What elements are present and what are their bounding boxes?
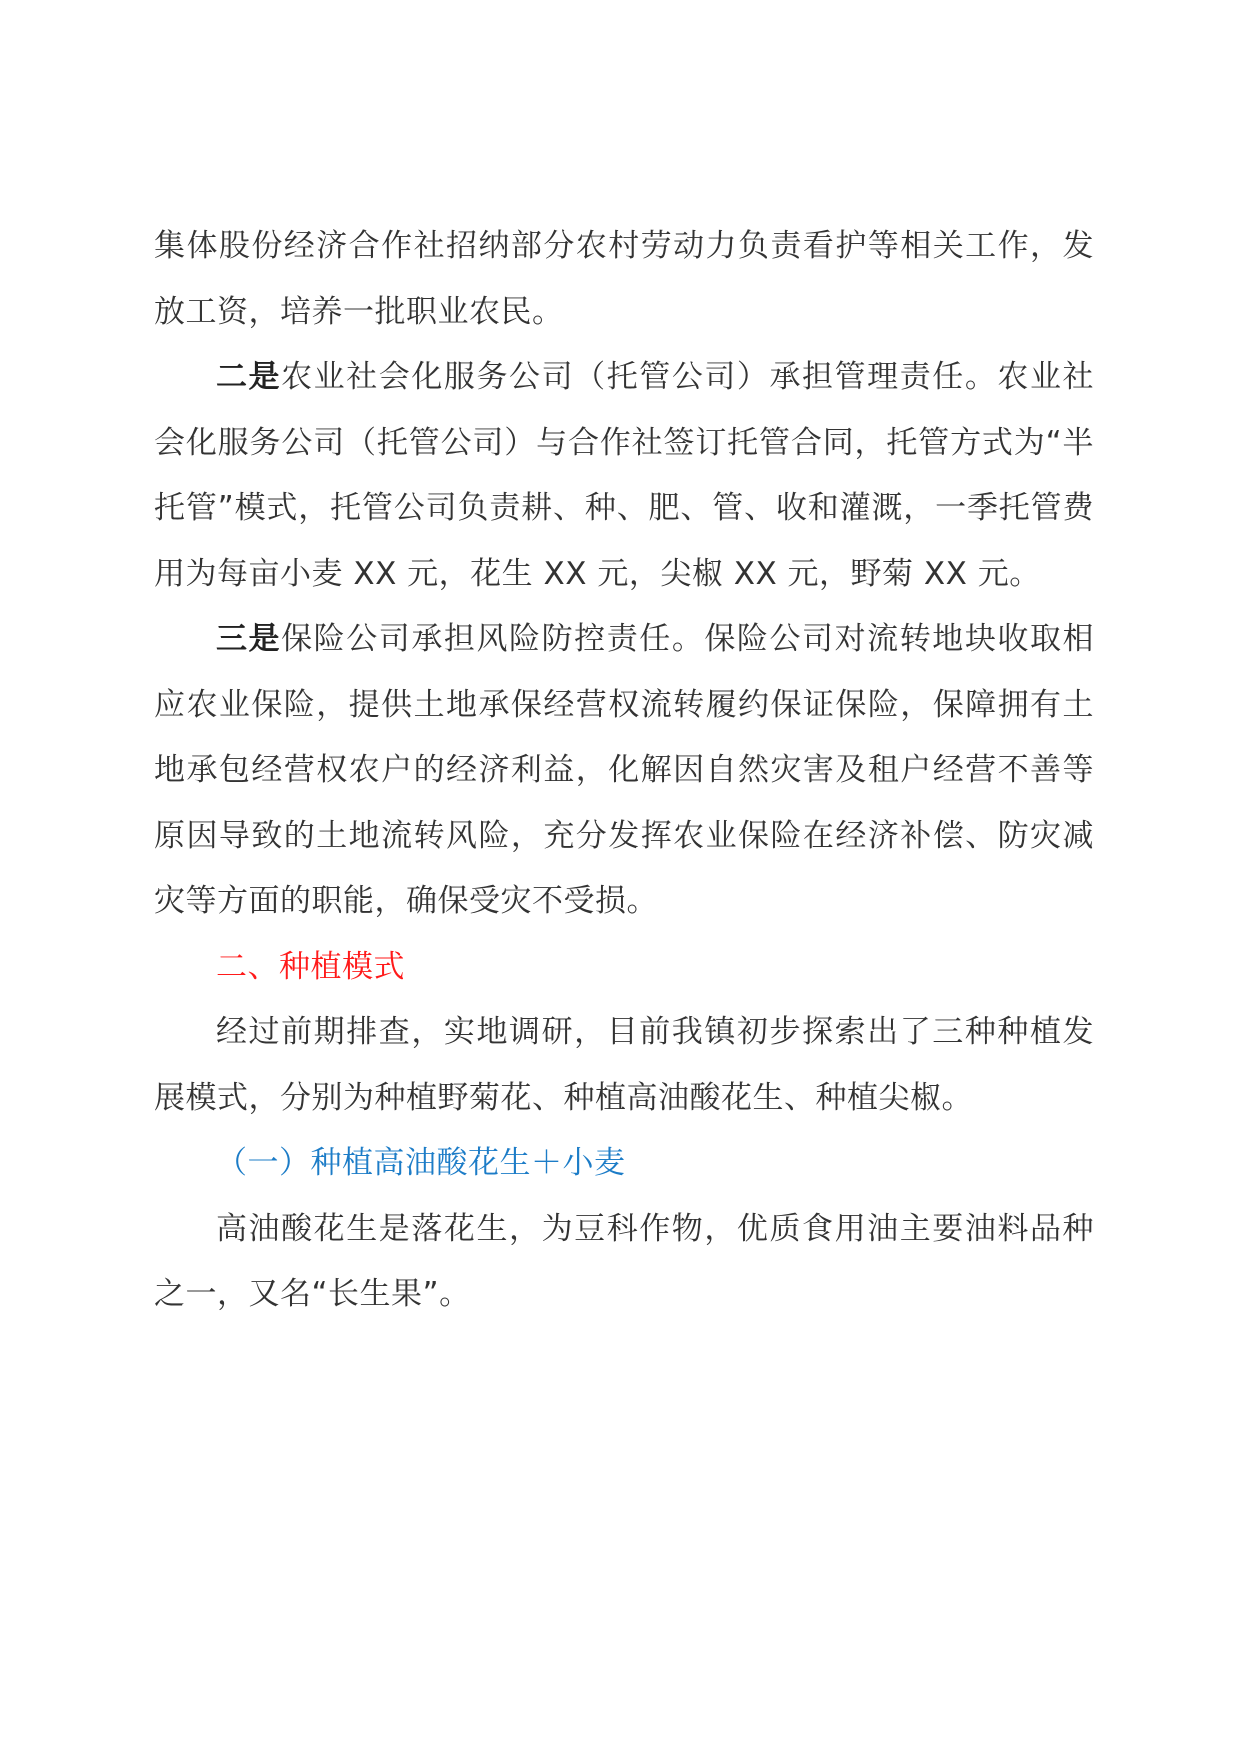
paragraph-risk-responsibility: [154, 607, 1094, 935]
paragraph-continuation: 集体股份经济合作社招纳部分农村劳动力负责看护等相关工作，发放工资，培养一批职业农民。: [154, 228, 1094, 330]
paragraph-lead-third: 三是: [216, 621, 282, 657]
subsection-heading-peanut-wheat: （一）种植高油酸花生＋小麦: [216, 1145, 626, 1181]
paragraph-text-third: 保险公司承担风险防控责任。保险公司对流转地块收取相应农业保险，提供土地承保经营权流转履约保证保险，保障拥有土地承包经营权农户的经济利益，化解因自然灾害及租户经营不善等原因导致的土地流转风险，充分发挥农业保险在经济补偿、防灾减灾等方面的职能，确保受灾不受损。: [154, 621, 1095, 919]
section-heading-planting-models: 二、种植模式: [216, 948, 405, 985]
paragraph-lead-second: 二是: [216, 359, 282, 395]
document-body: [154, 214, 1094, 1328]
paragraph-text-second: 农业社会化服务公司（托管公司）承担管理责任。农业社会化服务公司（托管公司）与合作社签订托管合同，托管方式为“半托管”模式，托管公司负责耕、种、肥、管、收和灌溉，一季托管费用为每亩小麦 XX 元，花生 XX 元，尖椒 XX 元，野菊 XX 元。: [154, 359, 1095, 592]
paragraph-peanut-description: 高油酸花生是落花生，为豆科作物，优质食用油主要油料品种之一，又名“长生果”。: [154, 1210, 1094, 1312]
paragraph-planting-overview: 经过前期排查，实地调研，目前我镇初步探索出了三种种植发展模式，分别为种植野菊花、种植高油酸花生、种植尖椒。: [154, 1014, 1094, 1116]
paragraph-management-responsibility: [154, 345, 1094, 607]
